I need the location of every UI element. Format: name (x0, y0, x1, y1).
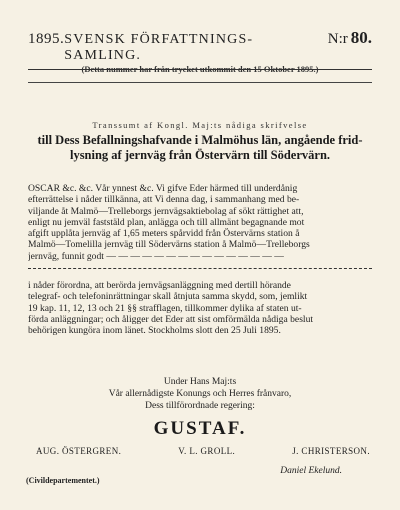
body-line: jernväg, funnit godt — — — — — — — — — — — — — — — (28, 250, 284, 262)
body-paragraph-2 (28, 280, 372, 336)
body-line: viljande åt Malmö—Trelleborgs jernvägsaktiebolag af sökt rättighet att, (28, 205, 304, 217)
masthead-year: 1895. (28, 31, 65, 47)
body-line: efterrättelse i nåder tillkänna, att Vi denna dag, i sammanhang med be- (28, 194, 300, 206)
department-label: (Civildepartementet.) (26, 476, 100, 485)
divider (28, 82, 372, 83)
closing-line: Dess tillförordnade regering: (145, 401, 255, 411)
minister-name: V. L. GROLL. (178, 446, 236, 456)
body-line: i nåder förordna, att berörda jernvägsanläggning med dertill hörande (28, 280, 291, 291)
masthead-number-value: 80. (350, 28, 372, 47)
sovereign-name: GUSTAF. (153, 418, 247, 439)
body-line: behörigen kungöra inom länet. Stockholms slott den 25 Juli 1895. (28, 325, 281, 337)
body-line: enligt nu jemväl faststäld plan, anlägga och till allmänt begagnande mot (28, 216, 305, 228)
masthead-number-prefix: N:r (327, 31, 348, 47)
body-line: afgift upplåta jernväg af 1,65 meters spårvidd från Östervärns station å (28, 228, 300, 240)
publication-notice: (Detta nummer har från trycket utkommit den 15 Oktober 1895.) (81, 64, 319, 74)
document-title-line: till Dess Befallningshafvande i Malmöhus län, angående frid- (37, 133, 363, 147)
body-paragraph-1 (28, 183, 372, 262)
document-subheading: Transsumt af Kongl. Maj:ts nådiga skrifvelse (92, 120, 308, 130)
countersignature: Daniel Ekelund. (280, 466, 342, 476)
body-line: telegraf- och telefoninrättningar skall åtnjuta samma skydd, som, jemlikt (28, 291, 308, 303)
minister-name: J. CHRISTERSON. (292, 446, 370, 456)
minister-name: AUG. ÖSTERGREN. (36, 446, 122, 456)
closing-line: Vår allernådigste Konungs och Herres frånvaro, (108, 389, 292, 399)
masthead-number (328, 28, 372, 48)
closing-formula (0, 376, 400, 412)
closing-line: Under Hans Maj:ts (163, 377, 237, 387)
body-line: Malmö—Tomelilla jernväg till Södervärns station å Malmö—Trelleborgs (28, 239, 310, 251)
dashed-separator (28, 268, 372, 269)
body-line: förda anläggningar; och åligger det Eder att sist omförmälda nådiga beslut (28, 313, 314, 325)
body-line: 19 kap. 11, 12, 13 och 21 §§ strafflagen, tillkommer dylika af staten ut- (28, 302, 302, 314)
body-line: OSCAR &c. &c. Vår ynnest &c. Vi gifve Eder härmed till underdånig (28, 183, 298, 194)
document-title-line: lysning af jernväg från Östervärn till Södervärn. (69, 148, 331, 162)
document-title (24, 133, 376, 163)
masthead-title: SVENSK FÖRFATTNINGS-SAMLING. (64, 32, 254, 63)
minister-signatures (36, 446, 370, 456)
